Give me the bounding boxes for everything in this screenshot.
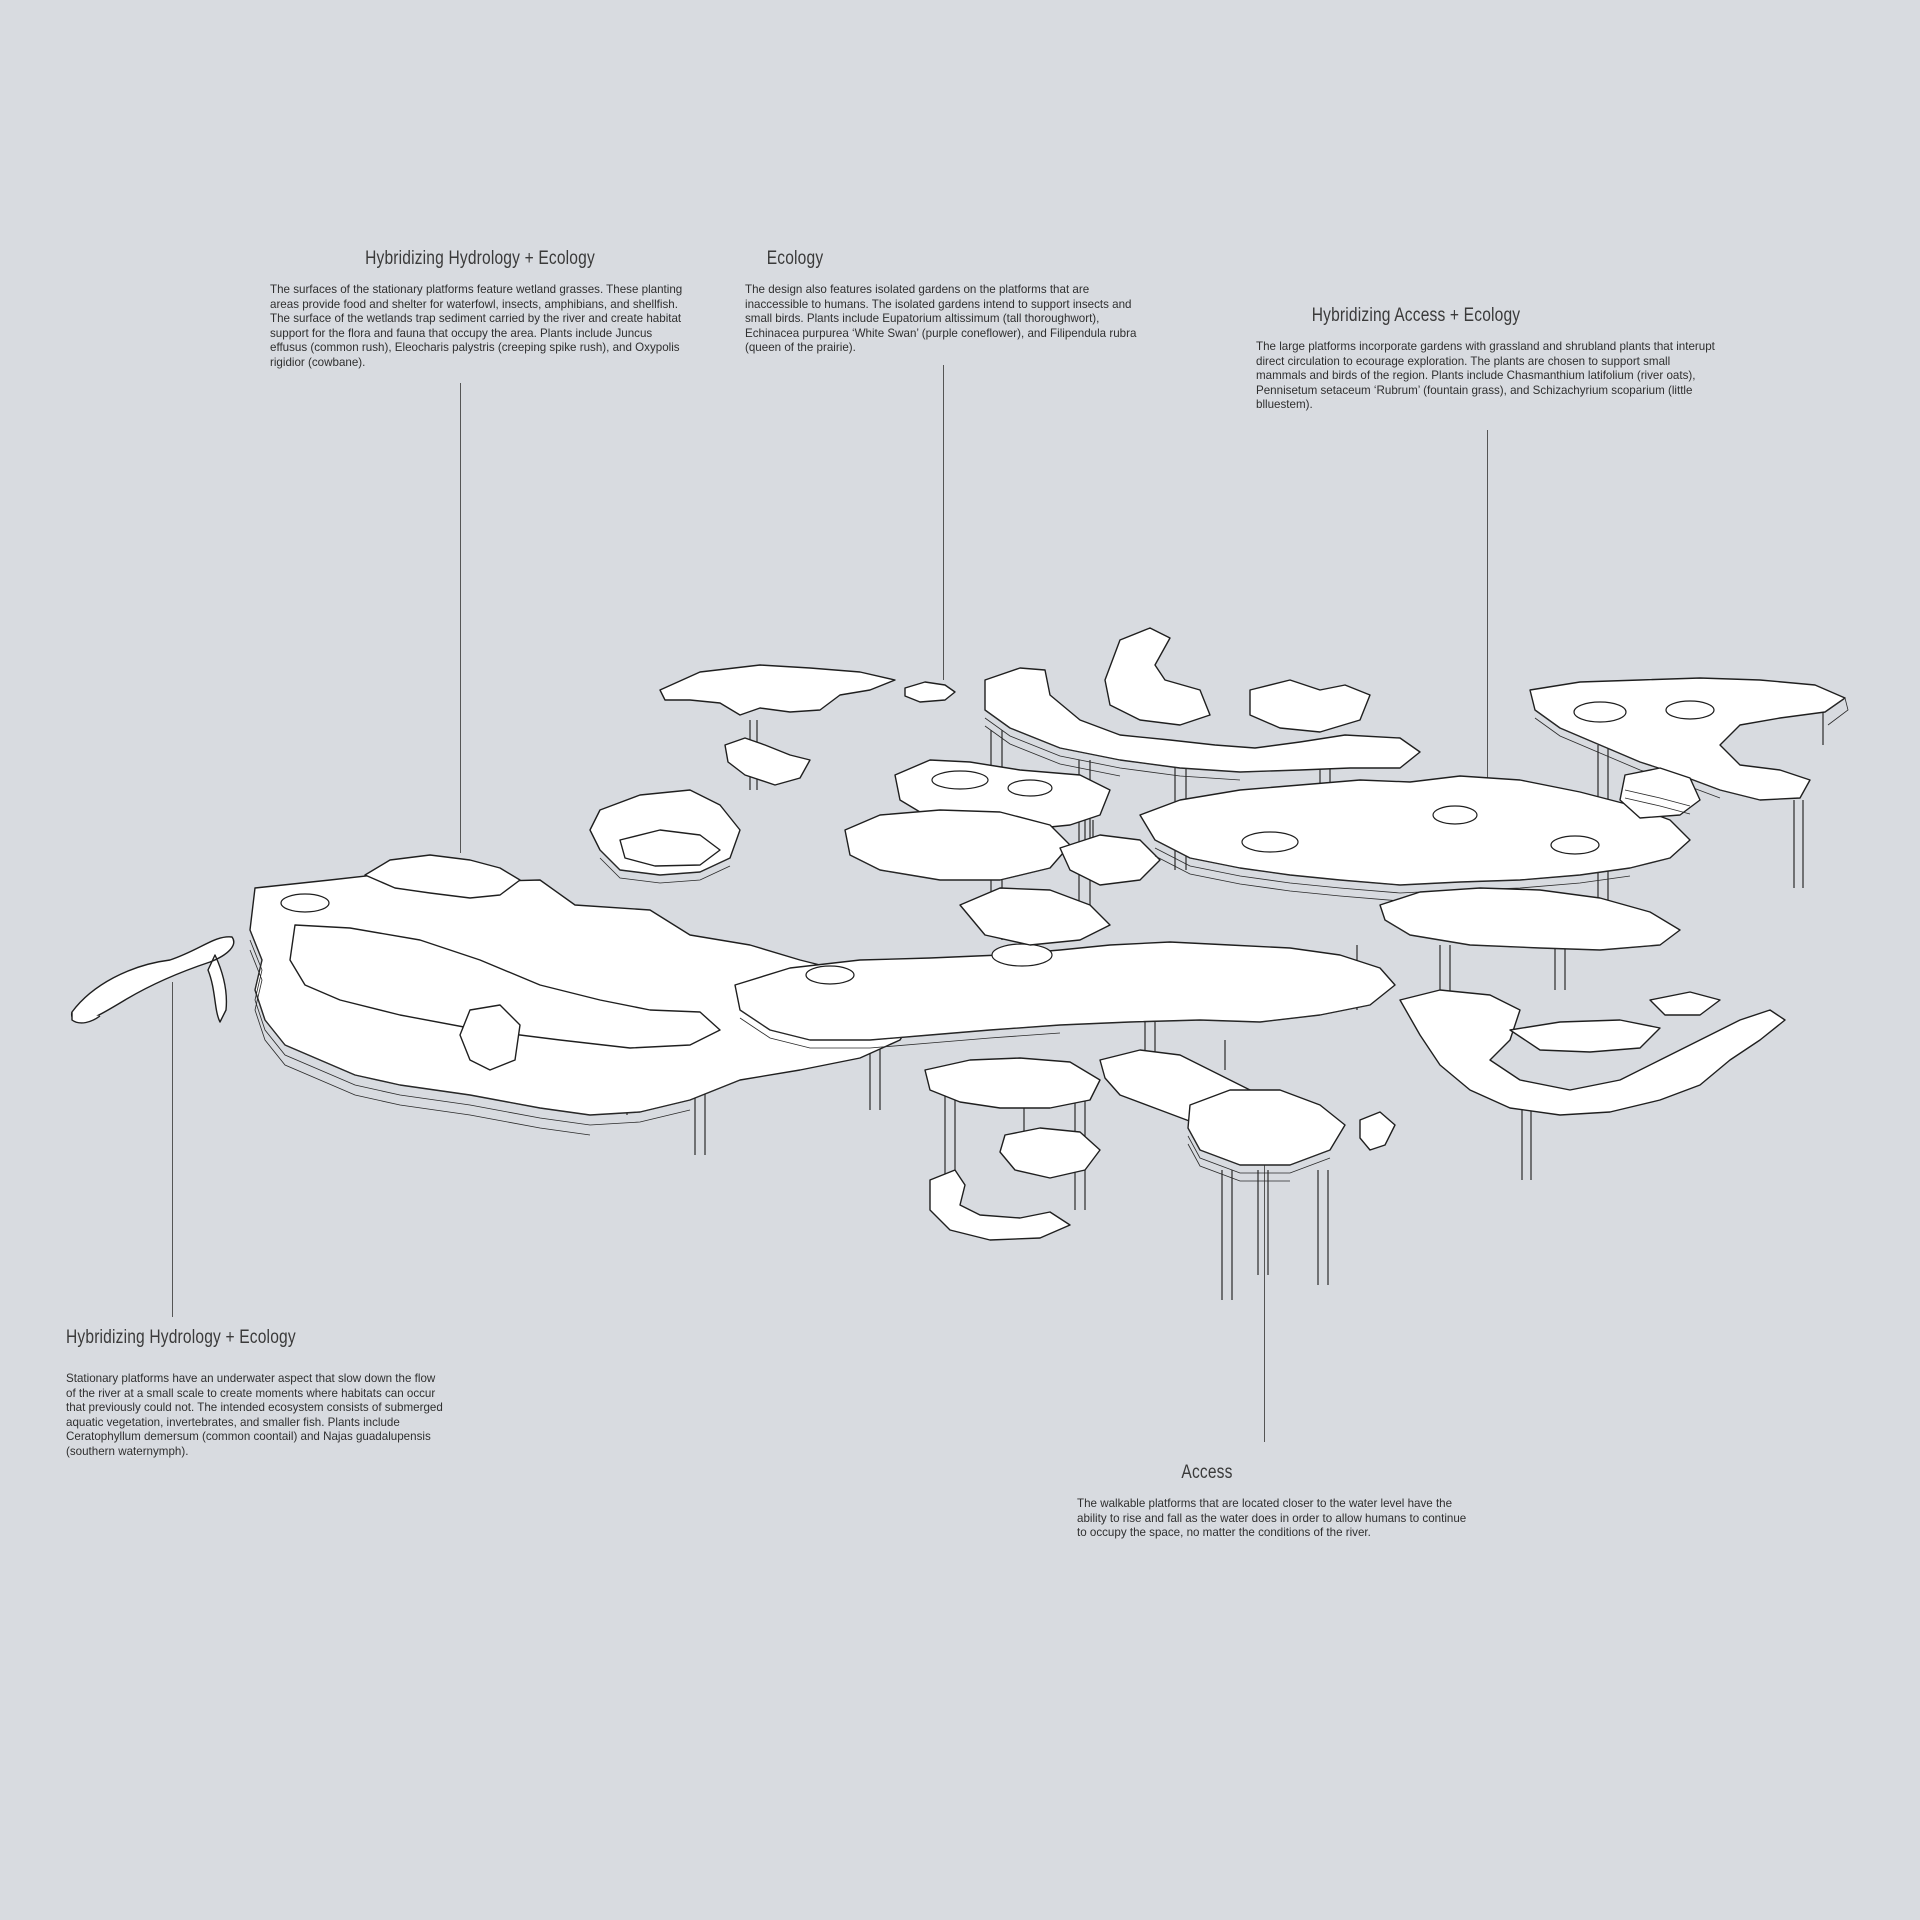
- platform-upper-middle: [985, 628, 1420, 780]
- platform-far-left-curl: [72, 937, 234, 1023]
- platform-right-large: [1140, 776, 1690, 950]
- annotation-body: The large platforms incorporate gardens with grassland and shrubland plants that interupt direct circulation to ecourage exploration. The plants are chosen to support small mammals and birds of the region. Plants include Chasmanthium latifolium (river oats), Pennisetum setaceum ‘Rubrum’ (fountain grass), and Schizachyrium scoparium (little blluestem).: [1256, 340, 1715, 412]
- annotation-ecology: [745, 248, 1165, 356]
- annotation-title: Hybridizing Hydrology + Ecology: [365, 248, 595, 269]
- annotation-body: The surfaces of the stationary platforms feature wetland grasses. These planting areas provide food and shelter for waterfowl, insects, amphibians, and shellfish. The surface of the wetlands trap sediment carried by the river and create habitat support for the flora and fauna that occupy the area. Plants include Juncus effusus (common rush), Eleocharis palystris (creeping spike rush), and Oxypolis rigidior (cowbane).: [270, 283, 683, 369]
- annotation-access-ecology: [1256, 305, 1716, 413]
- platform-right-meander: [1400, 990, 1785, 1115]
- annotation-title: Ecology: [766, 248, 824, 269]
- annotation-body: The design also features isolated gardens on the platforms that are inaccessible to humans. The isolated gardens intend to support insects and small birds. Plants include Eupatorium altissimum (tall thoroughwort), Echinacea purpurea ‘White Swan’ (purple coneflower), and Filipendula rubra (queen of the prairie).: [745, 283, 1137, 355]
- annotation-hydrology-ecology-bottom: [66, 1327, 446, 1460]
- annotation-title: Hybridizing Access + Ecology: [1311, 305, 1521, 326]
- annotation-access: [1077, 1462, 1497, 1541]
- platform-lower-middle: [925, 1050, 1395, 1240]
- annotation-title: Hybridizing Hydrology + Ecology: [66, 1327, 296, 1348]
- annotation-body: Stationary platforms have an underwater aspect that slow down the flow of the river at a small scale to create moments where habitats can occur that previously could not. The intended ecosystem consists of submerged aquatic vegetation, invertebrates, and smaller fish. Plants include Ceratophyllum demersum (common coontail) and Najas guadalupensis (southern waternymph).: [66, 1372, 443, 1458]
- annotation-title: Access: [1181, 1462, 1233, 1483]
- platform-central-gardens: [590, 760, 1110, 883]
- annotation-body: The walkable platforms that are located closer to the water level have the ability to rise and fall as the water does in order to allow humans to continue to occupy the space, no matter the conditions of the river.: [1077, 1497, 1467, 1540]
